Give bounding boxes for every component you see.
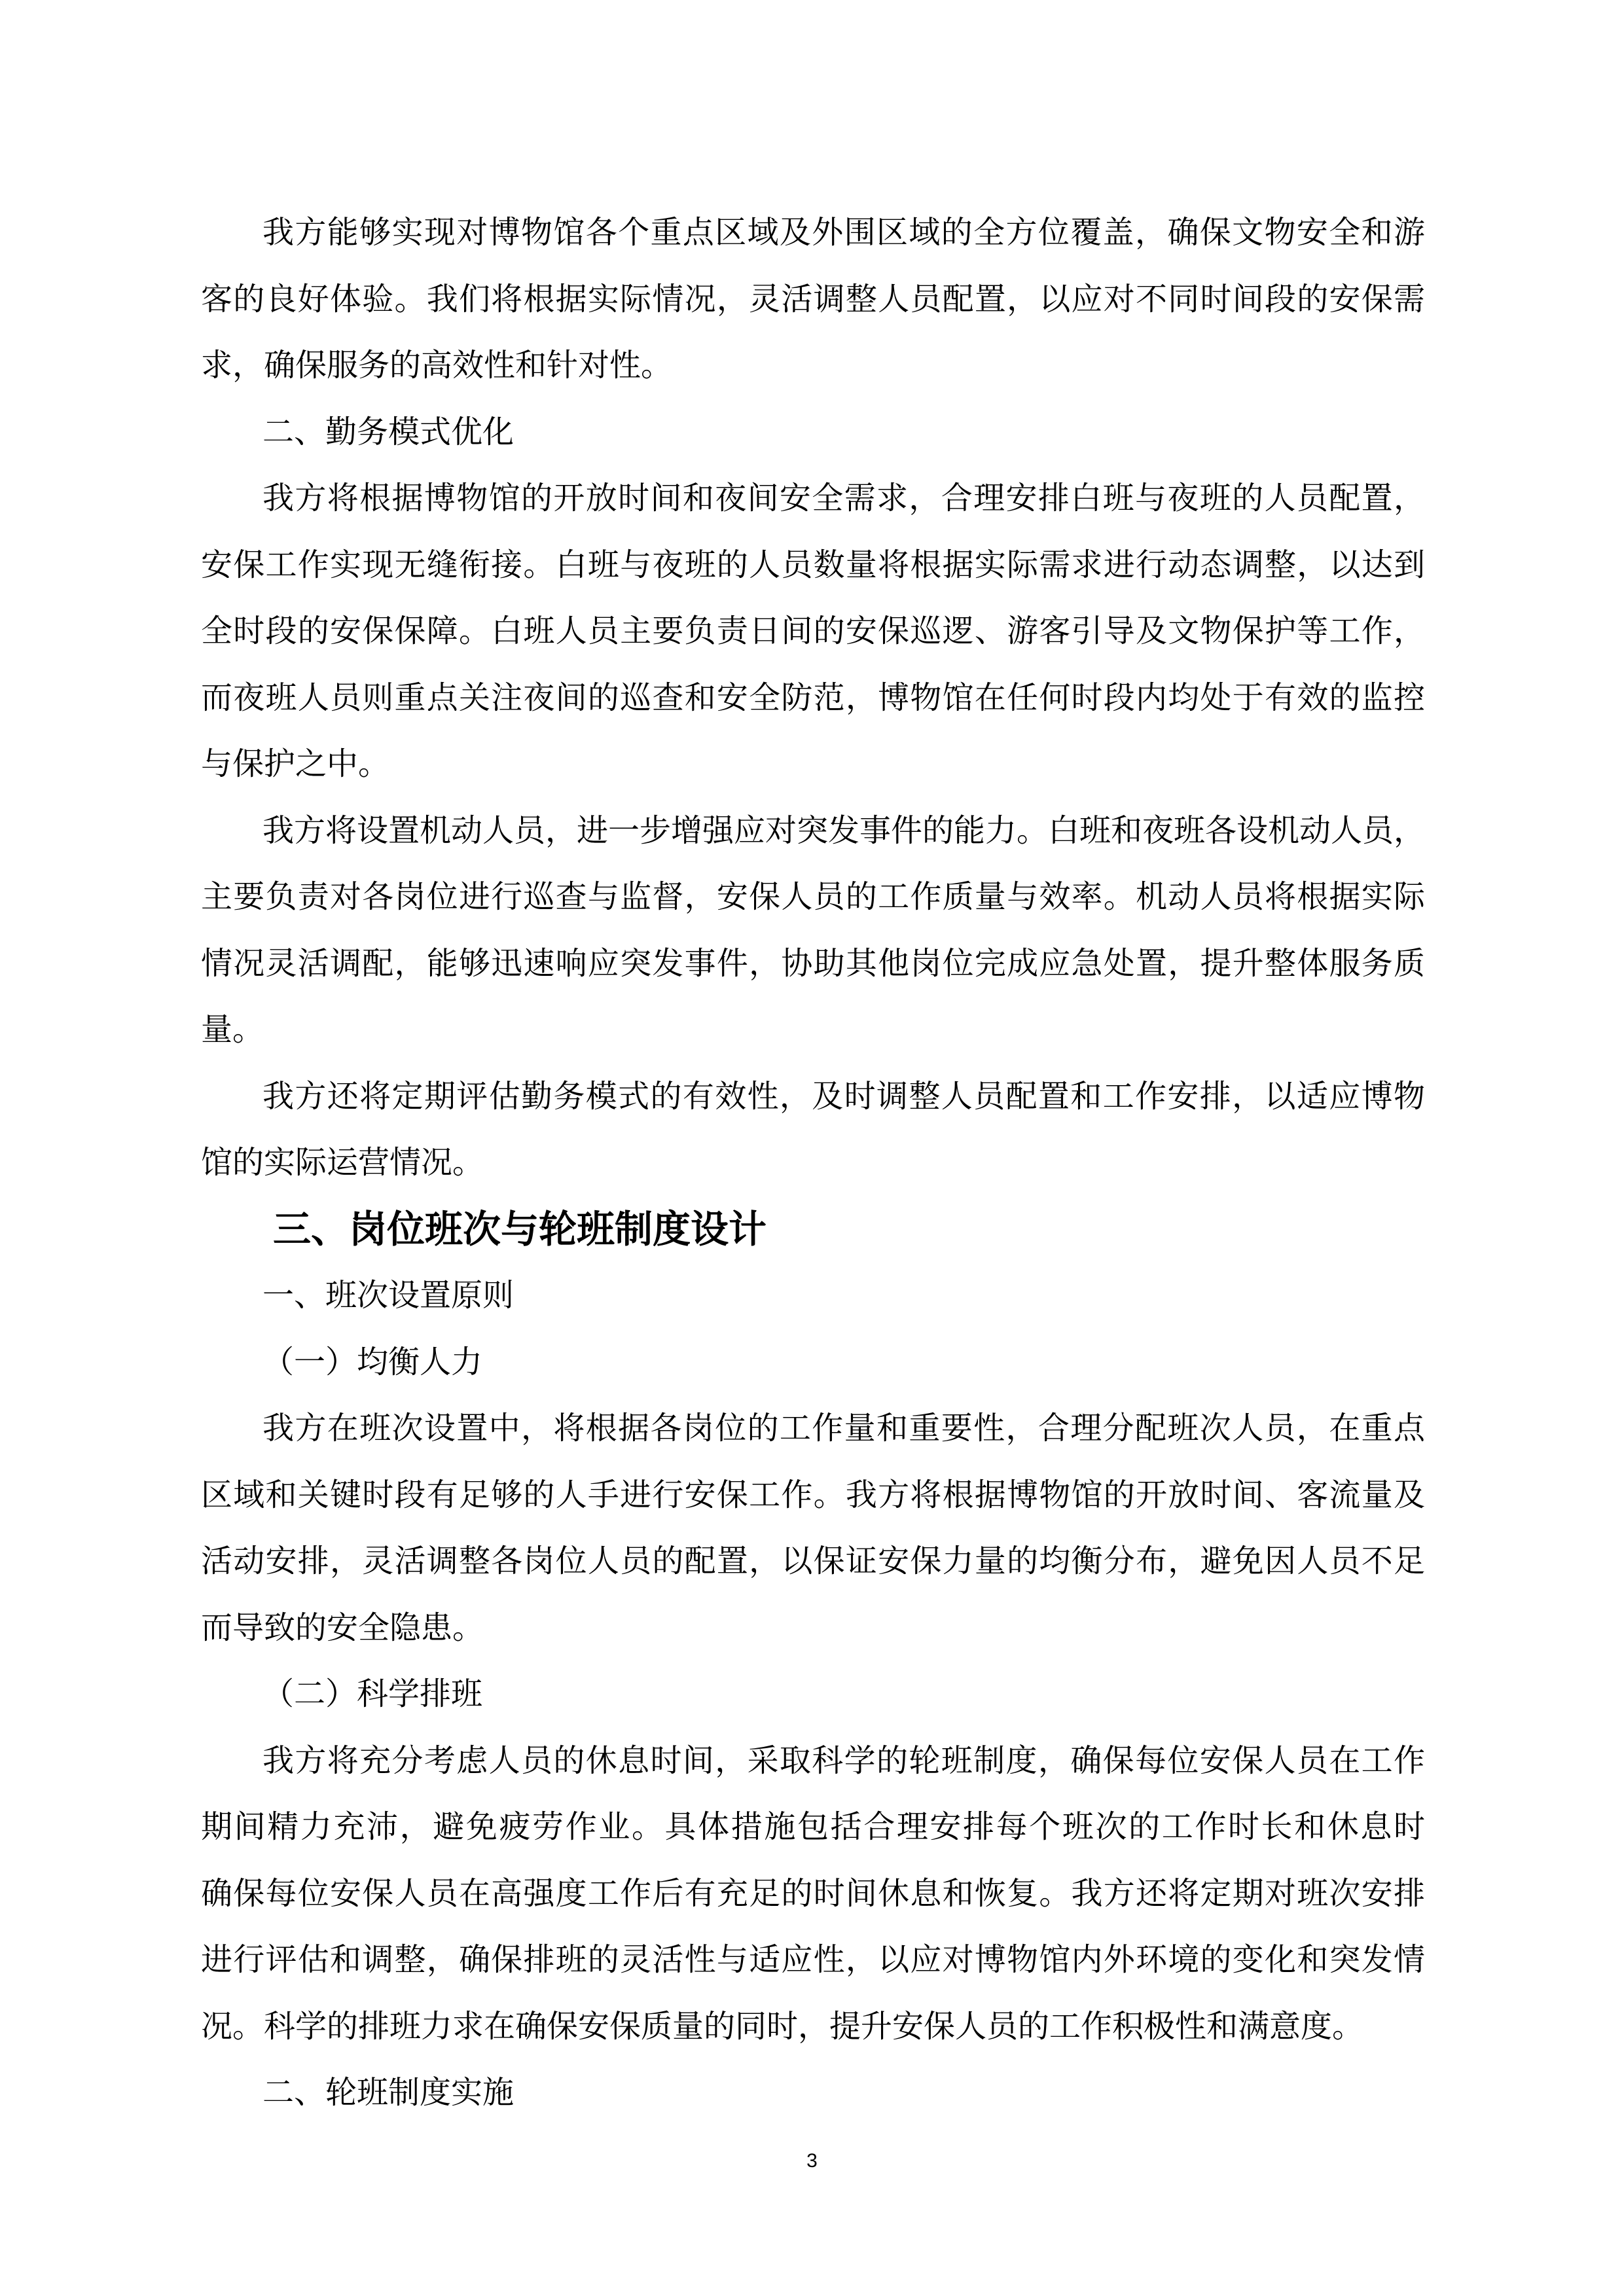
- text-line: 二、轮班制度实施: [262, 2074, 514, 2111]
- text-line: 求，确保服务的高效性和针对性。: [201, 347, 673, 384]
- section-heading: [201, 1196, 1425, 1263]
- paragraph: [201, 1728, 1425, 2060]
- paragraph: [201, 465, 1425, 798]
- paragraph: [201, 200, 1425, 399]
- text-line: 主要负责对各岗位进行巡查与监督，安保人员的工作质量与效率。机动人员将根据实际: [201, 878, 1425, 915]
- text-line: 全时段的安保保障。白班人员主要负责日间的安保巡逻、游客引导及文物保护等工作，: [201, 613, 1425, 649]
- paragraph: [201, 1395, 1425, 1661]
- subheading: [201, 1329, 1425, 1396]
- text-line: 而导致的安全隐患。: [201, 1609, 484, 1646]
- text-line: 我方将充分考虑人员的休息时间，采取科学的轮班制度，确保每位安保人员在工作: [262, 1742, 1425, 1779]
- text-line: 我方能够实现对博物馆各个重点区域及外围区域的全方位覆盖，确保文物安全和游: [262, 214, 1425, 251]
- text-line: 我方还将定期评估勤务模式的有效性，及时调整人员配置和工作安排，以适应博物: [262, 1077, 1425, 1115]
- text-line: 量。: [201, 1011, 264, 1048]
- text-line: 我方将根据博物馆的开放时间和夜间安全需求，合理安排白班与夜班的人员配置，: [262, 480, 1425, 516]
- paragraph: [201, 1064, 1425, 1196]
- text-line: 一、班次设置原则: [262, 1277, 514, 1314]
- text-line: 我方将设置机动人员，进一步增强应对突发事件的能力。白班和夜班各设机动人员，: [262, 812, 1425, 849]
- text-line: 我方在班次设置中，将根据各岗位的工作量和重要性，合理分配班次人员，在重点: [262, 1410, 1425, 1446]
- page-number: 3: [806, 2150, 818, 2172]
- text-line: 馆的实际运营情况。: [201, 1144, 484, 1181]
- text-line: （二）科学排班: [262, 1676, 483, 1712]
- text-line: 况。科学的排班力求在确保安保质量的同时，提升安保人员的工作积极性和满意度。: [201, 2007, 1364, 2045]
- subheading: [201, 1263, 1425, 1329]
- text-line: 进行评估和调整，确保排班的灵活性与适应性，以应对博物馆内外环境的变化和突发情: [201, 1941, 1425, 1978]
- subheading: [201, 1661, 1425, 1728]
- text-line: 而夜班人员则重点关注夜间的巡查和安全防范，博物馆在任何时段内均处于有效的监控: [201, 679, 1425, 716]
- text-line: 期间精力充沛，避免疲劳作业。具体措施包括合理安排每个班次的工作时长和休息时: [201, 1808, 1425, 1845]
- paragraph: [201, 798, 1425, 1064]
- text-line: 二、勤务模式优化: [262, 413, 514, 450]
- text-line: 活动安排，灵活调整各岗位人员的配置，以保证安保力量的均衡分布，避免因人员不足: [201, 1543, 1425, 1579]
- subheading: [201, 399, 1425, 466]
- document-body: [201, 200, 1425, 2126]
- text-line: 安保工作实现无缝衔接。白班与夜班的人员数量将根据实际需求进行动态调整，以达到: [201, 546, 1425, 583]
- text-line: 情况灵活调配，能够迅速响应突发事件，协助其他岗位完成应急处置，提升整体服务质: [201, 944, 1425, 982]
- text-line: 与保护之中。: [201, 745, 390, 782]
- text-line: 确保每位安保人员在高强度工作后有充足的时间休息和恢复。我方还将定期对班次安排: [201, 1874, 1425, 1912]
- text-line: 三、岗位班次与轮班制度设计: [273, 1206, 767, 1251]
- text-line: （一）均衡人力: [262, 1343, 483, 1380]
- text-line: 区域和关键时段有足够的人手进行安保工作。我方将根据博物馆的开放时间、客流量及: [201, 1476, 1425, 1513]
- text-line: 客的良好体验。我们将根据实际情况，灵活调整人员配置，以应对不同时间段的安保需: [201, 280, 1425, 317]
- subheading: [201, 2060, 1425, 2126]
